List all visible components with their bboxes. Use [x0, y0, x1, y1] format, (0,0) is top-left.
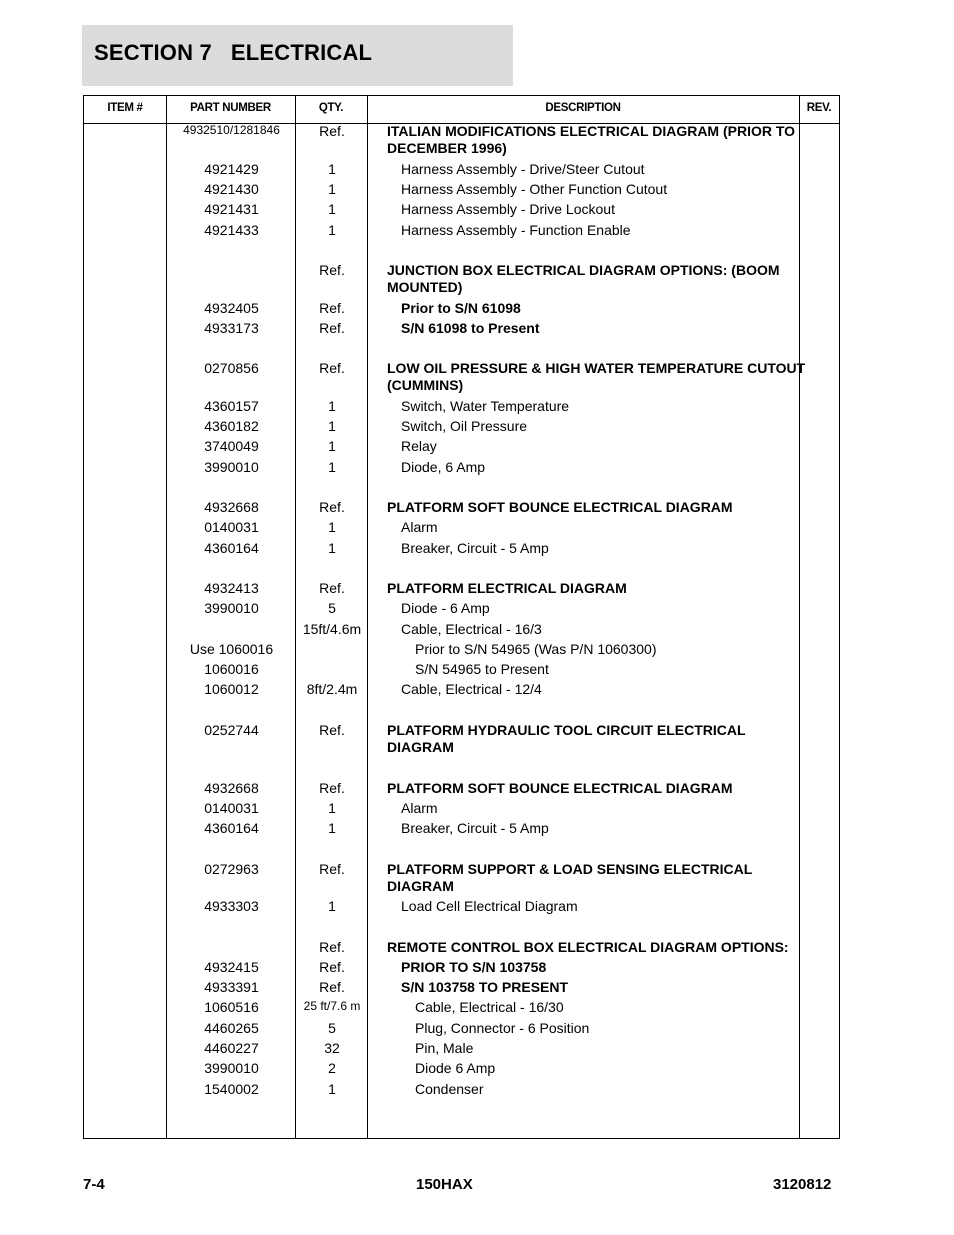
header-qty: QTY. — [318, 102, 344, 114]
qty-cell: 1 — [328, 519, 336, 535]
header-item: ITEM # — [107, 102, 143, 114]
qty-cell: Ref. — [319, 499, 345, 515]
description-cell: Harness Assembly - Drive Lockout — [401, 201, 615, 217]
description-cell: Diode, 6 Amp — [401, 459, 486, 475]
part-number-cell: 4932510/1281846 — [183, 123, 280, 137]
header-part-number: PART NUMBER — [190, 102, 271, 114]
description-cell: Cable, Electrical - 16/3 — [401, 621, 542, 637]
qty-cell: 1 — [328, 459, 336, 475]
qty-cell: 1 — [328, 438, 336, 454]
header-rev: REV. — [806, 102, 832, 114]
description-cell: JUNCTION BOX ELECTRICAL DIAGRAM OPTIONS: (BOOM MOUNTED) — [387, 262, 780, 295]
description-cell: Cable, Electrical - 12/4 — [401, 681, 542, 697]
description-cell: Breaker, Circuit - 5 Amp — [401, 820, 549, 836]
document-number: 3120812 — [773, 1176, 832, 1193]
part-number-cell: 4921430 — [204, 181, 259, 197]
description-cell: Diode 6 Amp — [415, 1060, 496, 1076]
part-number-cell: 4932415 — [204, 959, 259, 975]
qty-cell: Ref. — [319, 722, 345, 738]
qty-cell: 5 — [328, 600, 336, 616]
qty-cell: 5 — [328, 1020, 336, 1036]
description-cell: Prior to S/N 61098 — [401, 300, 521, 316]
part-number-cell: 1060012 — [204, 681, 259, 697]
description-cell: Switch, Water Temperature — [401, 398, 570, 414]
part-number-cell: 3990010 — [204, 600, 259, 616]
parts-table — [83, 95, 840, 1139]
qty-cell: 1 — [328, 181, 336, 197]
section-header — [82, 25, 513, 86]
description-cell: Relay — [401, 438, 437, 454]
qty-cell: Ref. — [319, 300, 345, 316]
description-cell: PLATFORM ELECTRICAL DIAGRAM — [387, 580, 627, 596]
part-number-cell: 4360164 — [204, 540, 259, 556]
description-cell: ITALIAN MODIFICATIONS ELECTRICAL DIAGRAM (PRIOR TO DECEMBER 1996) — [387, 123, 796, 156]
part-number-cell: 1060016 — [204, 661, 259, 677]
part-number-cell: 4921429 — [204, 161, 259, 177]
part-number-cell: 4921433 — [204, 222, 259, 238]
qty-cell: Ref. — [319, 360, 345, 376]
part-number-cell: 3990010 — [204, 459, 259, 475]
part-number-cell: 4460227 — [204, 1040, 259, 1056]
description-cell: PLATFORM SOFT BOUNCE ELECTRICAL DIAGRAM — [387, 499, 733, 515]
description-cell: Pin, Male — [415, 1040, 474, 1056]
part-number-cell: 4933391 — [204, 979, 259, 995]
part-number-cell: 4921431 — [204, 201, 259, 217]
description-cell: PRIOR TO S/N 103758 — [401, 959, 547, 975]
description-cell: Alarm — [401, 519, 438, 535]
qty-cell: 1 — [328, 540, 336, 556]
description-cell: Plug, Connector - 6 Position — [415, 1020, 590, 1036]
part-number-cell: 4932413 — [204, 580, 259, 596]
qty-cell: 1 — [328, 418, 336, 434]
description-cell: Diode - 6 Amp — [401, 600, 490, 616]
part-number-cell: 4932668 — [204, 780, 259, 796]
description-cell: S/N 61098 to Present — [401, 320, 540, 336]
qty-cell: 2 — [328, 1060, 336, 1076]
model-name: 150HAX — [416, 1176, 473, 1193]
qty-cell: Ref. — [319, 939, 345, 955]
part-number-cell: Use 1060016 — [189, 641, 274, 657]
part-number-cell: 4360182 — [204, 418, 259, 434]
qty-cell: 1 — [328, 800, 336, 816]
qty-cell: Ref. — [319, 580, 345, 596]
qty-cell: Ref. — [319, 861, 345, 877]
description-cell: Condenser — [415, 1081, 484, 1097]
description-cell: Switch, Oil Pressure — [401, 418, 528, 434]
description-cell: Harness Assembly - Function Enable — [401, 222, 631, 238]
qty-cell: 32 — [324, 1040, 340, 1056]
description-cell: Cable, Electrical - 16/30 — [415, 999, 564, 1015]
qty-cell: Ref. — [319, 780, 345, 796]
qty-cell: 8ft/2.4m — [306, 681, 358, 697]
section-title: SECTION 7 ELECTRICAL — [94, 40, 373, 65]
part-number-cell: 0272963 — [204, 861, 259, 877]
description-cell: PLATFORM HYDRAULIC TOOL CIRCUIT ELECTRICAL DIAGRAM — [387, 722, 746, 755]
qty-cell: Ref. — [319, 123, 345, 139]
part-number-cell: 4932405 — [204, 300, 259, 316]
description-cell: Harness Assembly - Drive/Steer Cutout — [401, 161, 645, 177]
qty-cell: 15ft/4.6m — [302, 621, 362, 637]
qty-cell: 1 — [328, 1081, 336, 1097]
qty-cell: 1 — [328, 201, 336, 217]
description-cell: PLATFORM SUPPORT & LOAD SENSING ELECTRICAL DIAGRAM — [387, 861, 753, 894]
qty-cell: 1 — [328, 161, 336, 177]
description-cell: S/N 103758 TO PRESENT — [401, 979, 569, 995]
page-number: 7-4 — [83, 1176, 105, 1193]
part-number-cell: 1060516 — [204, 999, 259, 1015]
part-number-cell: 4932668 — [204, 499, 259, 515]
qty-cell: 1 — [328, 222, 336, 238]
qty-cell: 1 — [328, 820, 336, 836]
description-cell: S/N 54965 to Present — [415, 661, 549, 677]
part-number-cell: 0270856 — [204, 360, 259, 376]
qty-cell: Ref. — [319, 320, 345, 336]
part-number-cell: 3990010 — [204, 1060, 259, 1076]
qty-cell: 25 ft/7.6 m — [303, 999, 361, 1013]
qty-cell: 1 — [328, 898, 336, 914]
part-number-cell: 0252744 — [204, 722, 259, 738]
header-description: DESCRIPTION — [545, 102, 621, 114]
description-cell: LOW OIL PRESSURE & HIGH WATER TEMPERATURE CUTOUT (CUMMINS) — [387, 360, 806, 393]
table-header — [84, 96, 839, 124]
part-number-cell: 0140031 — [204, 800, 259, 816]
part-number-cell: 3740049 — [204, 438, 259, 454]
description-cell: Alarm — [401, 800, 438, 816]
description-cell: PLATFORM SOFT BOUNCE ELECTRICAL DIAGRAM — [387, 780, 733, 796]
description-cell: Prior to S/N 54965 (Was P/N 1060300) — [415, 641, 657, 657]
qty-cell: 1 — [328, 398, 336, 414]
part-number-cell: 4460265 — [204, 1020, 259, 1036]
part-number-cell: 4360164 — [204, 820, 259, 836]
part-number-cell: 4933303 — [204, 898, 259, 914]
description-cell: Harness Assembly - Other Function Cutout — [401, 181, 668, 197]
qty-cell: Ref. — [319, 959, 345, 975]
part-number-cell: 4933173 — [204, 320, 259, 336]
qty-cell: Ref. — [319, 979, 345, 995]
description-cell: REMOTE CONTROL BOX ELECTRICAL DIAGRAM OPTIONS: — [387, 939, 789, 955]
part-number-cell: 0140031 — [204, 519, 259, 535]
qty-cell: Ref. — [319, 262, 345, 278]
part-number-cell: 4360157 — [204, 398, 259, 414]
part-number-cell: 1540002 — [204, 1081, 259, 1097]
description-cell: Breaker, Circuit - 5 Amp — [401, 540, 549, 556]
description-cell: Load Cell Electrical Diagram — [401, 898, 578, 914]
